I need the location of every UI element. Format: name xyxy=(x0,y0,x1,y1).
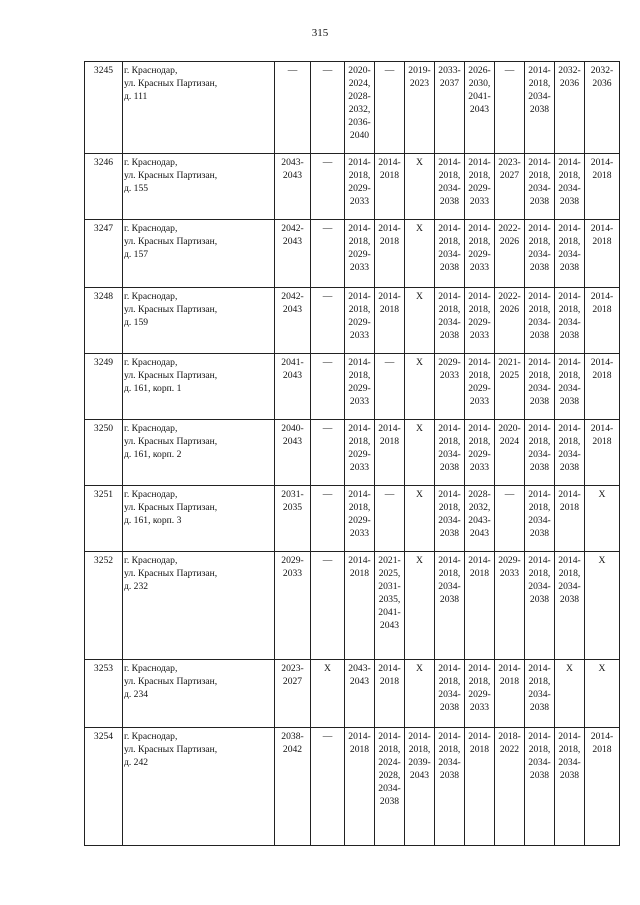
work-period-cell: Х xyxy=(555,660,585,728)
work-period-cell: 2014- 2018, 2024- 2028, 2034- 2038 xyxy=(375,728,405,846)
address-line: г. Краснодар, xyxy=(124,157,178,168)
address-cell xyxy=(123,220,275,288)
work-period-cell: 2014- 2018, 2029- 2033 xyxy=(465,154,495,220)
work-period-cell: 2014- 2018, 2029- 2033 xyxy=(345,154,375,220)
address-line: д. 232 xyxy=(124,581,149,592)
work-period-cell: 2014- 2018 xyxy=(495,660,525,728)
work-period-cell: Х xyxy=(405,552,435,660)
work-period-cell: — xyxy=(495,486,525,552)
work-period-cell: Х xyxy=(405,354,435,420)
work-period-cell: 2014- 2018, 2034- 2038 xyxy=(435,660,465,728)
address-line: г. Краснодар, xyxy=(124,663,178,674)
work-period-cell: 2014- 2018, 2029- 2033 xyxy=(345,420,375,486)
work-period-cell: 2014- 2018, 2034- 2038 xyxy=(525,220,555,288)
work-period-cell: Х xyxy=(585,552,620,660)
address-line: ул. Красных Партизан, xyxy=(124,676,218,687)
work-period-cell: 2014- 2018, 2034- 2038 xyxy=(435,288,465,354)
address-line: г. Краснодар, xyxy=(124,291,178,302)
work-period-cell: 2021- 2025, 2031- 2035, 2041- 2043 xyxy=(375,552,405,660)
work-period-cell: — xyxy=(311,552,345,660)
work-period-cell: 2040- 2043 xyxy=(275,420,311,486)
address-line: д. 161, корп. 1 xyxy=(124,383,182,394)
address-line: д. 161, корп. 2 xyxy=(124,449,182,460)
work-period-cell: 2014- 2018, 2029- 2033 xyxy=(465,354,495,420)
work-period-cell: 2014- 2018, 2034- 2038 xyxy=(435,728,465,846)
address-cell xyxy=(123,420,275,486)
row-number: 3249 xyxy=(85,354,123,420)
work-period-cell: 2014- 2018 xyxy=(585,154,620,220)
address-cell xyxy=(123,288,275,354)
address-line: ул. Красных Партизан, xyxy=(124,370,218,381)
work-period-cell: — xyxy=(495,62,525,154)
work-period-cell: — xyxy=(375,486,405,552)
registry-table xyxy=(84,61,620,846)
work-period-cell: 2014- 2018 xyxy=(585,728,620,846)
work-period-cell: 2014- 2018, 2034- 2038 xyxy=(555,552,585,660)
work-period-cell: 2020- 2024 xyxy=(495,420,525,486)
work-period-cell: 2014- 2018, 2034- 2038 xyxy=(555,154,585,220)
work-period-cell: 2014- 2018 xyxy=(585,354,620,420)
address-line: г. Краснодар, xyxy=(124,555,178,566)
row-number: 3247 xyxy=(85,220,123,288)
work-period-cell: 2014- 2018, 2029- 2033 xyxy=(465,420,495,486)
table-row xyxy=(85,62,620,154)
address-cell xyxy=(123,62,275,154)
work-period-cell: 2014- 2018 xyxy=(555,486,585,552)
address-line: д. 111 xyxy=(124,91,148,102)
address-line: ул. Красных Партизан, xyxy=(124,436,218,447)
row-number: 3253 xyxy=(85,660,123,728)
work-period-cell: 2014- 2018 xyxy=(375,288,405,354)
work-period-cell: 2014- 2018, 2034- 2038 xyxy=(525,420,555,486)
row-number: 3245 xyxy=(85,62,123,154)
work-period-cell: 2018- 2022 xyxy=(495,728,525,846)
work-period-cell: 2014- 2018, 2034- 2038 xyxy=(525,728,555,846)
work-period-cell: Х xyxy=(585,660,620,728)
address-cell xyxy=(123,354,275,420)
table-row xyxy=(85,288,620,354)
work-period-cell: 2033- 2037 xyxy=(435,62,465,154)
work-period-cell: 2043- 2043 xyxy=(345,660,375,728)
work-period-cell: 2014- 2018 xyxy=(465,552,495,660)
work-period-cell: 2029- 2033 xyxy=(435,354,465,420)
work-period-cell: — xyxy=(311,62,345,154)
row-number: 3254 xyxy=(85,728,123,846)
address-line: ул. Красных Партизан, xyxy=(124,236,218,247)
table-row xyxy=(85,486,620,552)
address-line: д. 157 xyxy=(124,249,149,260)
work-period-cell: 2014- 2018, 2034- 2038 xyxy=(435,154,465,220)
work-period-cell: — xyxy=(311,420,345,486)
address-cell xyxy=(123,728,275,846)
work-period-cell: 2014- 2018, 2034- 2038 xyxy=(555,728,585,846)
work-period-cell: 2014- 2018, 2029- 2033 xyxy=(345,288,375,354)
work-period-cell: Х xyxy=(311,660,345,728)
work-period-cell: 2014- 2018 xyxy=(375,220,405,288)
row-number: 3248 xyxy=(85,288,123,354)
table-row xyxy=(85,552,620,660)
address-line: д. 159 xyxy=(124,317,149,328)
address-cell xyxy=(123,660,275,728)
work-period-cell: Х xyxy=(405,154,435,220)
work-period-cell: 2019- 2023 xyxy=(405,62,435,154)
work-period-cell: Х xyxy=(405,420,435,486)
work-period-cell: 2014- 2018 xyxy=(375,660,405,728)
work-period-cell: 2014- 2018 xyxy=(375,420,405,486)
work-period-cell: 2014- 2018 xyxy=(465,728,495,846)
address-line: г. Краснодар, xyxy=(124,731,178,742)
work-period-cell: Х xyxy=(405,288,435,354)
work-period-cell: 2014- 2018 xyxy=(585,420,620,486)
work-period-cell: 2020- 2024, 2028- 2032, 2036- 2040 xyxy=(345,62,375,154)
row-number: 3252 xyxy=(85,552,123,660)
work-period-cell: 2029- 2033 xyxy=(495,552,525,660)
work-period-cell: 2032- 2036 xyxy=(555,62,585,154)
address-line: ул. Красных Партизан, xyxy=(124,744,218,755)
address-line: г. Краснодар, xyxy=(124,489,178,500)
work-period-cell: — xyxy=(311,288,345,354)
work-period-cell: 2032- 2036 xyxy=(585,62,620,154)
work-period-cell: — xyxy=(311,154,345,220)
address-cell xyxy=(123,486,275,552)
work-period-cell: 2042- 2043 xyxy=(275,220,311,288)
row-number: 3246 xyxy=(85,154,123,220)
work-period-cell: 2022- 2026 xyxy=(495,220,525,288)
work-period-cell: 2038- 2042 xyxy=(275,728,311,846)
work-period-cell: 2041- 2043 xyxy=(275,354,311,420)
address-line: д. 242 xyxy=(124,757,149,768)
table-row xyxy=(85,420,620,486)
address-line: ул. Красных Партизан, xyxy=(124,78,218,89)
address-line: ул. Красных Партизан, xyxy=(124,170,218,181)
work-period-cell: 2014- 2018 xyxy=(585,288,620,354)
address-line: ул. Красных Партизан, xyxy=(124,568,218,579)
table-row xyxy=(85,154,620,220)
work-period-cell: 2023- 2027 xyxy=(495,154,525,220)
work-period-cell: 2014- 2018, 2029- 2033 xyxy=(465,288,495,354)
work-period-cell: 2014- 2018, 2034- 2038 xyxy=(435,552,465,660)
work-period-cell: 2014- 2018, 2034- 2038 xyxy=(555,220,585,288)
work-period-cell: 2029- 2033 xyxy=(275,552,311,660)
work-period-cell: 2014- 2018, 2034- 2038 xyxy=(555,420,585,486)
address-line: г. Краснодар, xyxy=(124,223,178,234)
table-row xyxy=(85,728,620,846)
work-period-cell: 2014- 2018, 2029- 2033 xyxy=(345,220,375,288)
work-period-cell: 2014- 2018, 2029- 2033 xyxy=(465,220,495,288)
work-period-cell: 2014- 2018, 2034- 2038 xyxy=(525,154,555,220)
address-line: д. 155 xyxy=(124,183,149,194)
address-line: д. 234 xyxy=(124,689,149,700)
row-number: 3251 xyxy=(85,486,123,552)
address-cell xyxy=(123,552,275,660)
work-period-cell: 2014- 2018, 2034- 2038 xyxy=(435,486,465,552)
work-period-cell: 2014- 2018, 2029- 2033 xyxy=(345,354,375,420)
work-period-cell: 2014- 2018, 2034- 2038 xyxy=(525,354,555,420)
work-period-cell: 2021- 2025 xyxy=(495,354,525,420)
work-period-cell: — xyxy=(311,354,345,420)
work-period-cell: 2014- 2018 xyxy=(345,552,375,660)
address-line: г. Краснодар, xyxy=(124,65,178,76)
work-period-cell: 2014- 2018, 2034- 2038 xyxy=(435,420,465,486)
work-period-cell: — xyxy=(375,354,405,420)
work-period-cell: 2014- 2018, 2034- 2038 xyxy=(525,62,555,154)
row-number: 3250 xyxy=(85,420,123,486)
work-period-cell: — xyxy=(311,220,345,288)
address-line: ул. Красных Партизан, xyxy=(124,304,218,315)
work-period-cell: 2014- 2018, 2029- 2033 xyxy=(465,660,495,728)
work-period-cell: 2014- 2018, 2039- 2043 xyxy=(405,728,435,846)
work-period-cell: 2014- 2018, 2034- 2038 xyxy=(435,220,465,288)
address-line: д. 161, корп. 3 xyxy=(124,515,182,526)
work-period-cell: 2028- 2032, 2043- 2043 xyxy=(465,486,495,552)
table-row xyxy=(85,220,620,288)
work-period-cell: Х xyxy=(585,486,620,552)
address-cell xyxy=(123,154,275,220)
work-period-cell: — xyxy=(275,62,311,154)
work-period-cell: Х xyxy=(405,220,435,288)
work-period-cell: 2014- 2018 xyxy=(375,154,405,220)
work-period-cell: 2014- 2018 xyxy=(585,220,620,288)
table-row xyxy=(85,354,620,420)
work-period-cell: 2014- 2018, 2034- 2038 xyxy=(525,660,555,728)
work-period-cell: 2022- 2026 xyxy=(495,288,525,354)
work-period-cell: 2014- 2018, 2034- 2038 xyxy=(555,288,585,354)
page-number: 315 xyxy=(311,27,329,39)
work-period-cell: 2014- 2018, 2034- 2038 xyxy=(555,354,585,420)
work-period-cell: — xyxy=(375,62,405,154)
address-line: ул. Красных Партизан, xyxy=(124,502,218,513)
work-period-cell: 2026- 2030, 2041- 2043 xyxy=(465,62,495,154)
work-period-cell: 2043- 2043 xyxy=(275,154,311,220)
address-line: г. Краснодар, xyxy=(124,423,178,434)
table-row xyxy=(85,660,620,728)
work-period-cell: 2014- 2018, 2034- 2038 xyxy=(525,486,555,552)
work-period-cell: 2014- 2018, 2034- 2038 xyxy=(525,288,555,354)
work-period-cell: 2014- 2018 xyxy=(345,728,375,846)
work-period-cell: Х xyxy=(405,660,435,728)
work-period-cell: Х xyxy=(405,486,435,552)
table-body xyxy=(85,62,620,846)
work-period-cell: — xyxy=(311,486,345,552)
address-line: г. Краснодар, xyxy=(124,357,178,368)
work-period-cell: 2014- 2018, 2029- 2033 xyxy=(345,486,375,552)
work-period-cell: — xyxy=(311,728,345,846)
work-period-cell: 2031- 2035 xyxy=(275,486,311,552)
work-period-cell: 2023- 2027 xyxy=(275,660,311,728)
work-period-cell: 2014- 2018, 2034- 2038 xyxy=(525,552,555,660)
work-period-cell: 2042- 2043 xyxy=(275,288,311,354)
